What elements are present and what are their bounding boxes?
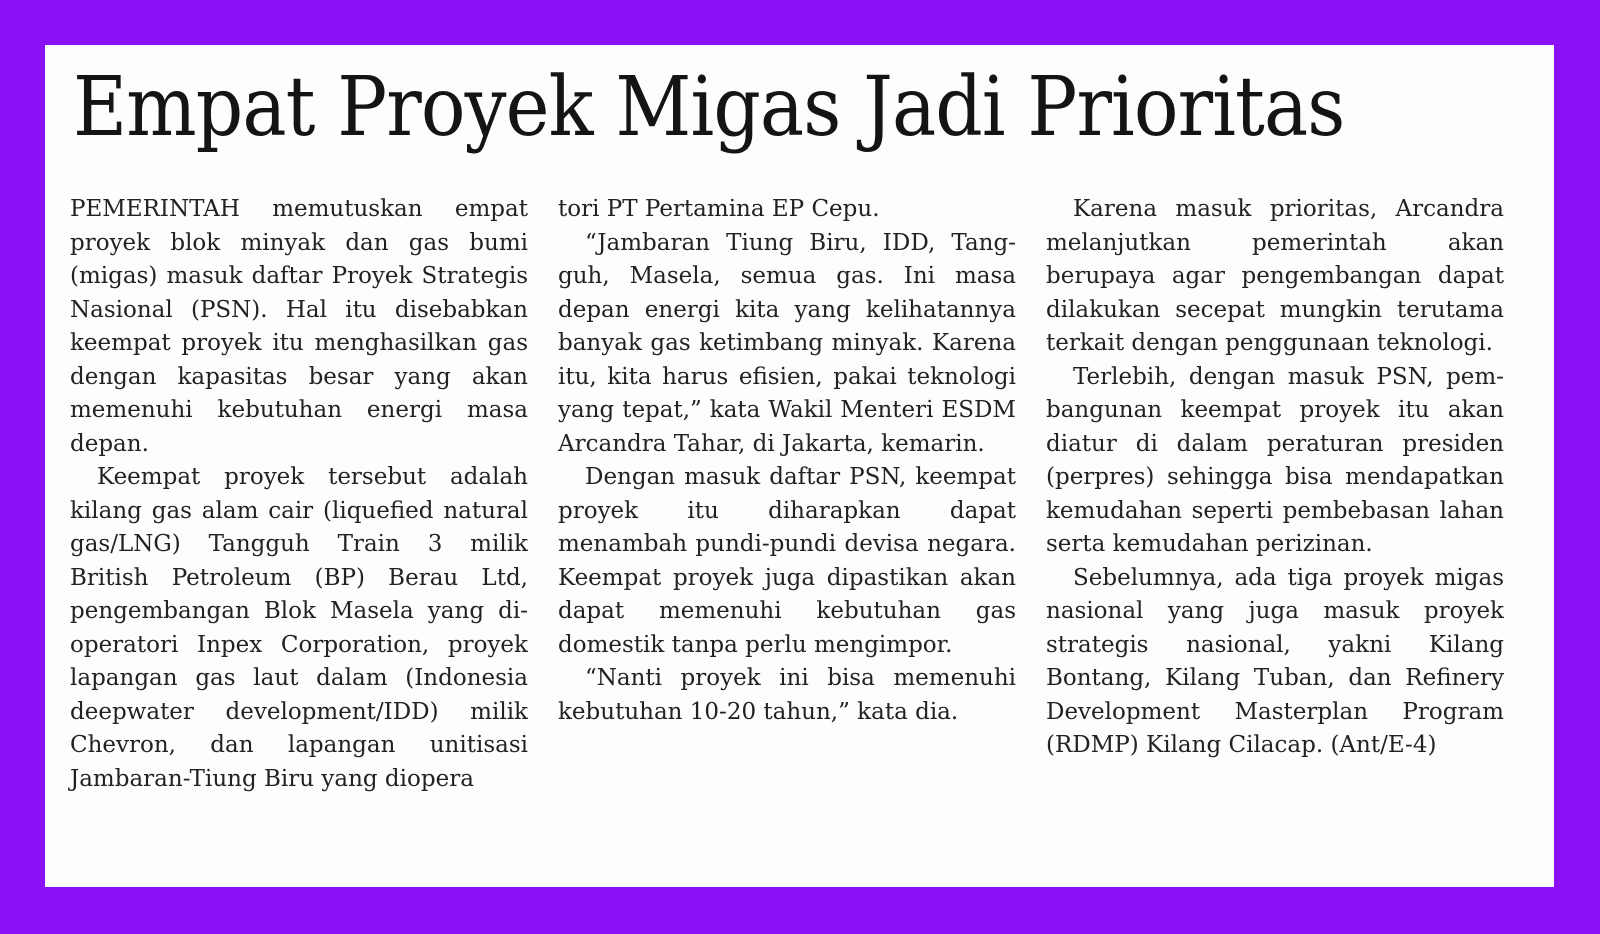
article-headline: Empat Proyek Migas Jadi Prioritas xyxy=(73,60,1345,155)
article-column-1 xyxy=(70,193,528,796)
paragraph: PEMERINTAH memutuskan empat proyek blok minyak dan gas bumi (migas) masuk daftar Proyek Strategis Nasional (PSN). Hal itu disebabkan keempat proyek itu menghasilkan gas dengan kapasitas besar yang akan memenuhi kebutuhan energi masa depan. xyxy=(70,196,528,457)
paragraph: Terlebih, dengan masuk PSN, pembangunan keempat proyek itu akan diatur di dalam peraturan presiden (perpres) sehingga bisa mendapatkan kemudahan seperti pembebasan lahan serta kemudahan perizinan. xyxy=(1046,363,1504,557)
paragraph: Sebelumnya, ada tiga proyek migas nasional yang juga masuk proyek strategis nasional, yakni Kilang Bontang, Kilang Tuban, dan Refinery Development Masterplan Program (RDMP) Kilang Cilacap. (Ant/E-4) xyxy=(1046,564,1504,758)
paragraph: Dengan masuk daftar PSN, keempat proyek itu diharapkan dapat menambah pundi-pundi devisa negara. Keempat proyek juga dipastikan akan dapat memenuhi kebutuhan gas domestik tanpa perlu mengimpor. xyxy=(558,464,1016,658)
paragraph: “Jambaran Tiung Biru, IDD, Tangguh, Masela, semua gas. Ini masa depan energi kita yang kelihatannya banyak gas ketimbang minyak. Karena itu, kita harus efisien, pakai teknologi yang tepat,” kata Wakil Menteri ESDM Arcandra Tahar, di Jakarta, kemarin. xyxy=(558,229,1016,457)
article-column-2 xyxy=(558,193,1016,729)
newspaper-clipping xyxy=(45,45,1554,887)
paragraph: Keempat proyek tersebut adalah kilang gas alam cair (liquefied natural gas/LNG) Tangguh Train 3 milik British Petroleum (BP) Berau Ltd, pengembangan Blok Masela yang dioperatori Inpex Corporation, proyek lapangan gas laut dalam (Indonesia deepwater development/IDD) milik Chevron, dan lapangan unitisasi Jambaran-Tiung Biru yang diopera xyxy=(70,464,528,792)
paragraph: “Nanti proyek ini bisa memenuhi kebutuhan 10-20 tahun,” kata dia. xyxy=(558,665,1016,725)
paragraph: tori PT Pertamina EP Cepu. xyxy=(558,196,880,222)
article-column-3 xyxy=(1046,193,1504,763)
paragraph: Karena masuk prioritas, Arcandra melanjutkan pemerintah akan berupaya agar pengembangan dapat dilakukan secepat mungkin terutama terkait dengan penggunaan teknologi. xyxy=(1046,196,1504,356)
